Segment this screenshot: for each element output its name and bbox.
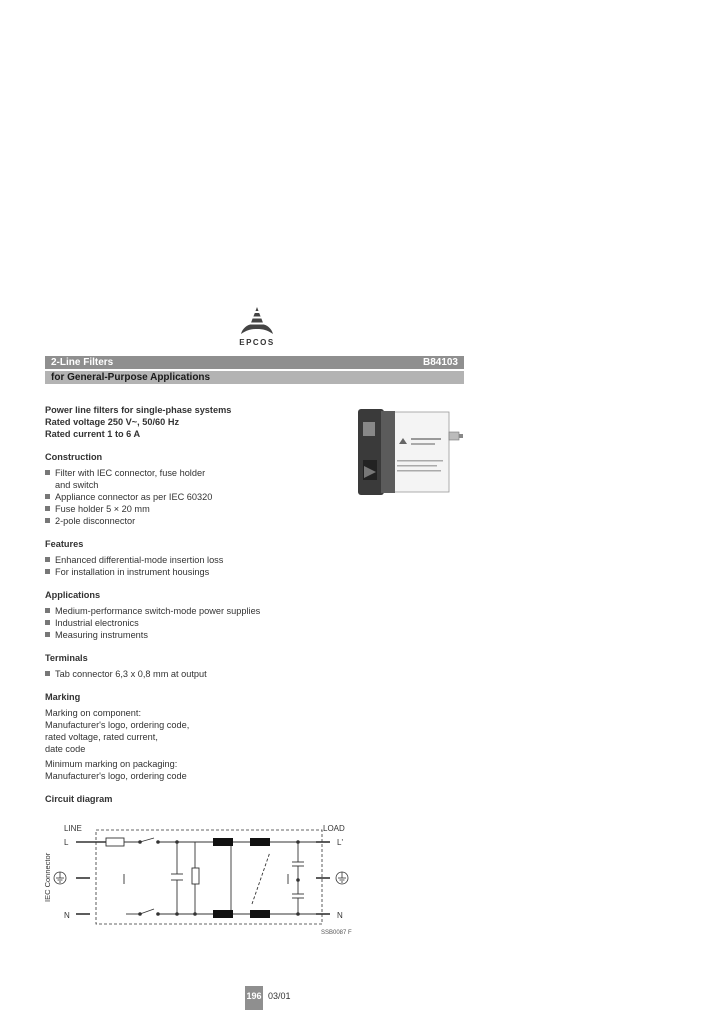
inductor-n2 — [250, 910, 270, 918]
load-label: LOAD — [323, 824, 345, 833]
marking-heading: Marking — [45, 692, 81, 702]
list-item: Fuse holder 5 × 20 mm — [45, 503, 345, 515]
list-item: Tab connector 6,3 x 0,8 mm at output — [45, 668, 345, 680]
inductor-l2 — [250, 838, 270, 846]
l-input-label: L — [64, 838, 69, 847]
construction-heading: Construction — [45, 452, 103, 462]
list-item-continuation: and switch — [55, 480, 99, 490]
part-number: B84103 — [422, 357, 458, 368]
epcos-logo-text: EPCOS — [239, 338, 275, 347]
summary — [45, 404, 345, 440]
applications-list — [45, 605, 345, 641]
datasheet-content — [45, 404, 345, 809]
subtitle-bar — [45, 371, 464, 384]
list-item: Medium-performance switch-mode power supplies — [45, 605, 345, 617]
n-output-label: N — [337, 911, 343, 920]
page-number: 196 — [245, 986, 263, 1010]
list-item: Filter with IEC connector, fuse holder — [45, 467, 345, 479]
list-item: Industrial electronics — [45, 617, 345, 629]
list-item: 2-pole disconnector — [45, 515, 345, 527]
resistor — [192, 868, 199, 884]
applications-heading: Applications — [45, 590, 101, 600]
page-title: 2-Line Filters — [51, 357, 114, 368]
n-input-label: N — [64, 911, 70, 920]
inductor-n1 — [213, 910, 233, 918]
circuit-heading: Circuit diagram — [45, 794, 113, 804]
ref-code: SSB0087 F — [321, 930, 352, 936]
construction-list — [45, 467, 345, 527]
features-heading: Features — [45, 539, 84, 549]
page-date: 03/01 — [268, 991, 291, 1001]
iec-connector-label: IEC Connector — [43, 852, 52, 902]
marking-component: Marking on component: Manufacturer's logo, ordering code, rated voltage, rated current, date code — [45, 708, 190, 754]
line-label: LINE — [64, 824, 82, 833]
list-item: Measuring instruments — [45, 629, 345, 641]
summary-line: Rated voltage 250 V~, 50/60 Hz — [45, 417, 180, 427]
epcos-logo-icon — [239, 306, 275, 336]
fuse — [106, 838, 124, 846]
features-list — [45, 554, 345, 578]
circuit-diagram — [40, 818, 360, 942]
earth-input-icon — [54, 872, 66, 884]
product-photo — [355, 408, 465, 496]
marking-packaging: Minimum marking on packaging: Manufacturer's logo, ordering code — [45, 759, 187, 781]
summary-line: Rated current 1 to 6 A — [45, 429, 141, 439]
inductor-l1 — [213, 838, 233, 846]
terminals-list — [45, 668, 345, 680]
list-item: Appliance connector as per IEC 60320 — [45, 491, 345, 503]
summary-line: Power line filters for single-phase systems — [45, 405, 232, 415]
title-bar — [45, 356, 464, 369]
page-subtitle: for General-Purpose Applications — [51, 372, 211, 383]
list-item: Enhanced differential-mode insertion loss — [45, 554, 345, 566]
earth-output-icon — [336, 872, 348, 884]
l-output-label: L' — [337, 838, 343, 847]
list-item: For installation in instrument housings — [45, 566, 345, 578]
terminals-heading: Terminals — [45, 653, 88, 663]
